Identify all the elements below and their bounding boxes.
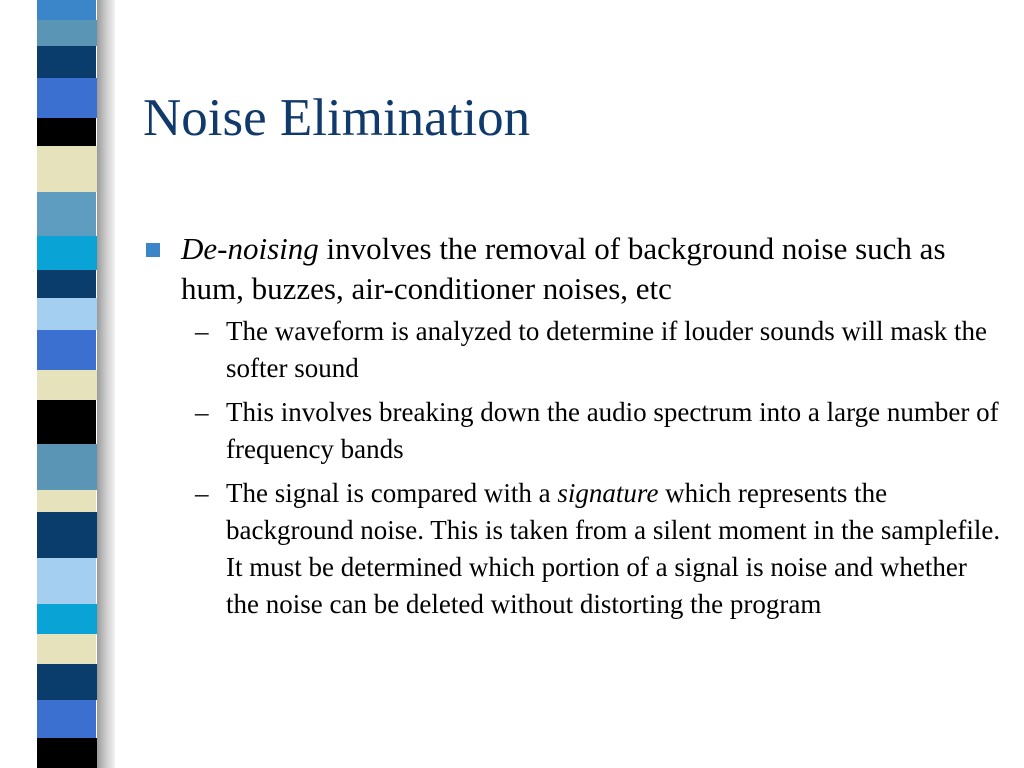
stripe-block xyxy=(37,192,96,236)
square-bullet-icon xyxy=(146,243,160,257)
stripe-block xyxy=(36,604,97,634)
sub-bullet-item xyxy=(143,475,1003,623)
stripe-block xyxy=(37,0,96,20)
stripe-block xyxy=(36,370,97,400)
bullet-body: involves the removal of background noise such as hum, buzzes, air-conditioner noises, etc xyxy=(181,231,946,306)
stripe-block xyxy=(37,330,96,370)
stripe-block xyxy=(36,512,97,558)
stripe-block xyxy=(37,700,96,738)
bullet-text xyxy=(181,231,946,306)
stripe-block xyxy=(37,46,96,78)
dash-bullet-icon: – xyxy=(195,478,209,508)
stripe-block xyxy=(36,664,97,700)
decorative-color-stripe xyxy=(37,0,97,768)
sub-bullet-list xyxy=(143,313,1003,623)
stripe-block xyxy=(36,146,97,192)
sub-bullet-text-start: The signal is compared with a xyxy=(226,478,558,508)
sub-bullet-text: This involves breaking down the audio spectrum into a large number of frequency bands xyxy=(226,397,999,464)
sub-bullet-item xyxy=(143,313,1003,387)
slide-left-margin xyxy=(0,0,37,768)
dash-bullet-icon: – xyxy=(195,397,209,427)
bullet-emphasis: De-noising xyxy=(181,231,319,266)
stripe-block xyxy=(36,20,97,46)
bullet-item xyxy=(143,229,1003,309)
sub-bullet-item xyxy=(143,394,1003,468)
stripe-block xyxy=(36,236,97,270)
stripe-block xyxy=(37,490,96,512)
slide-body xyxy=(143,229,1003,623)
sub-bullet-emphasis: signature xyxy=(557,478,659,508)
slide-title: Noise Elimination xyxy=(143,89,531,147)
stripe-block xyxy=(36,444,97,490)
sub-bullet-text-end: which represents the background noise. This is taken from a silent moment in the samplefile. It must be determined which portion of a signal is noise and whether the noise can be deleted without distorting the program xyxy=(226,478,1001,619)
stripe-block xyxy=(37,558,96,604)
decorative-stripe-shadow xyxy=(97,0,115,768)
stripe-block xyxy=(36,78,97,118)
sub-bullet-text xyxy=(226,478,1000,619)
sub-bullet-text: The waveform is analyzed to determine if louder sounds will mask the softer sound xyxy=(226,316,988,383)
dash-bullet-icon: – xyxy=(195,316,209,346)
stripe-block xyxy=(37,118,96,146)
stripe-block xyxy=(37,400,96,444)
stripe-block xyxy=(37,270,96,298)
stripe-block xyxy=(36,738,97,768)
stripe-block xyxy=(36,298,97,330)
stripe-block xyxy=(37,634,96,664)
